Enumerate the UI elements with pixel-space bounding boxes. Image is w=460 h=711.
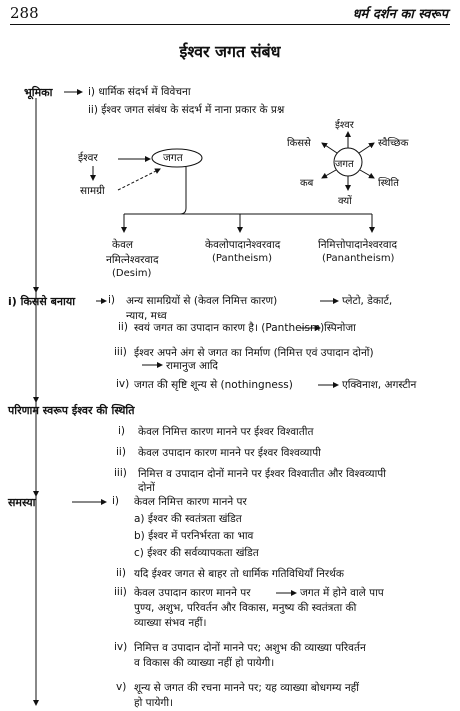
section1-item-result: रामानुज आदि	[166, 360, 218, 372]
section2-item-text: केवल निमित्त कारण मानने पर ईश्वर विश्वातीत	[138, 426, 314, 438]
section3-item-text: शून्य से जगत की रचना मानने पर; यह व्याख्या बोधगम्य नहीं	[134, 682, 359, 694]
section1-item-text: स्वयं जगत का उपादान कारण है। (Pantheism)	[134, 322, 325, 334]
section3-item-text: केवल उपादान कारण मानने पर	[134, 587, 251, 599]
section1-item-text: अन्य सामग्रियों से (केवल निमित्त कारण)	[126, 295, 278, 307]
section3-heading: समस्या	[8, 496, 36, 509]
intro-item: ii) ईश्वर जगत संबंध के संदर्भ में नाना प्रकार के प्रश्न	[88, 104, 285, 116]
branch-label: केवलोपादानेश्वरवाद	[205, 239, 281, 251]
branch-label: नमित्नेश्वरवाद	[106, 254, 159, 266]
section1-heading: i) किससे बनाया	[8, 295, 76, 308]
section3-item-text: निमित्त व उपादान दोनों मानने पर; अशुभ की व्याख्या परिवर्तन	[134, 642, 366, 654]
section3-item-text: हो पायेगी।	[134, 697, 174, 709]
running-title: धर्म दर्शन का स्वरूप	[352, 7, 448, 22]
wheel-spoke-label: क्यों	[338, 196, 352, 207]
wheel-spoke-label: ईश्वर	[335, 120, 354, 131]
section2-item-text: दोनों	[138, 482, 155, 494]
section1-item-result: स्पिनोजा	[324, 322, 356, 334]
section3-item-text: जगत में होने वाले पाप	[300, 587, 384, 599]
wheel-spoke-label: स्थिति	[378, 178, 399, 189]
section3-item-text: यदि ईश्वर जगत से बाहर तो धार्मिक गतिविधियाँ निरर्थक	[134, 568, 344, 580]
intro-heading: भूमिका	[24, 86, 53, 99]
section3-item-number: v)	[116, 681, 127, 693]
section3-subitem: b) ईश्वर में परनिर्भरता का भाव	[134, 530, 254, 542]
section2-item-text: निमित्त व उपादान दोनों मानने पर ईश्वर विश्वातीत और विश्वव्यापी	[138, 468, 386, 480]
section1-item-text: ईश्वर अपने अंग से जगत का निर्माण (निमित्त एवं उपादान दोनों)	[134, 347, 374, 359]
section3-item-number: i)	[112, 495, 120, 507]
branch-english: (Pantheism)	[212, 253, 272, 264]
section3-subitem: a) ईश्वर की स्वतंत्रता खंडित	[134, 513, 242, 525]
section1-item-number: iii)	[114, 346, 127, 358]
section2-item-text: केवल उपादान कारण मानने पर ईश्वर विश्वव्यापी	[138, 447, 321, 459]
section2-item-number: i)	[118, 425, 126, 437]
section3-item-text: व्याख्या संभव नहीं।	[134, 617, 207, 629]
branch-english: (Desim)	[112, 268, 152, 279]
page-title: ईश्वर जगत संबंध	[179, 42, 281, 61]
branch-english: (Panantheism)	[322, 253, 395, 264]
diagram-material-label: सामग्री	[80, 185, 105, 197]
section3-item-number: iv)	[114, 641, 128, 653]
section1-item-text: न्याय, मध्व	[126, 310, 167, 322]
diagram-god-label: ईश्वर	[78, 152, 98, 164]
section3-item-number: iii)	[114, 586, 127, 598]
section1-item-number: ii)	[118, 321, 128, 333]
intro-item: i) धार्मिक संदर्भ में विवेचना	[88, 86, 191, 98]
section1-item-text: जगत की सृष्टि शून्य से (nothingness)	[134, 379, 293, 391]
section3-item-text: व विकास की व्याख्या नहीं हो पायेगी।	[134, 657, 275, 669]
branch-label: निमित्तोपादानेश्वरवाद	[318, 239, 398, 251]
section1-item-result: एक्विनाश, अगस्टीन	[342, 379, 417, 391]
page-number: 288	[10, 4, 39, 22]
section3-subitem: c) ईश्वर की सर्वव्यापकता खंडित	[134, 547, 259, 559]
wheel-center-label: जगत	[335, 159, 354, 170]
section3-item-text: केवल निमित्त कारण मानने पर	[134, 496, 247, 508]
section2-heading: परिणाम स्वरूप ईश्वर की स्थिति	[8, 404, 135, 417]
section1-item-result: प्लेटो, डेकार्ट,	[342, 295, 393, 307]
diagram-world-label: जगत	[163, 152, 183, 164]
section2-item-number: ii)	[116, 446, 126, 458]
branch-label: केवल	[112, 239, 134, 251]
wheel-spoke-label: किससे	[287, 138, 311, 149]
wheel-spoke-label: कब	[300, 178, 314, 189]
section1-item-number: i)	[108, 294, 116, 306]
section3-item-number: ii)	[116, 567, 126, 579]
section3-item-text: पुण्य, अशुभ, परिवर्तन और विकास, मनुष्य की स्वतंत्रता की	[134, 602, 357, 614]
section2-item-number: iii)	[114, 467, 127, 479]
section1-item-number: iv)	[116, 378, 130, 390]
wheel-spoke-label: स्वैच्छिक	[378, 138, 409, 149]
